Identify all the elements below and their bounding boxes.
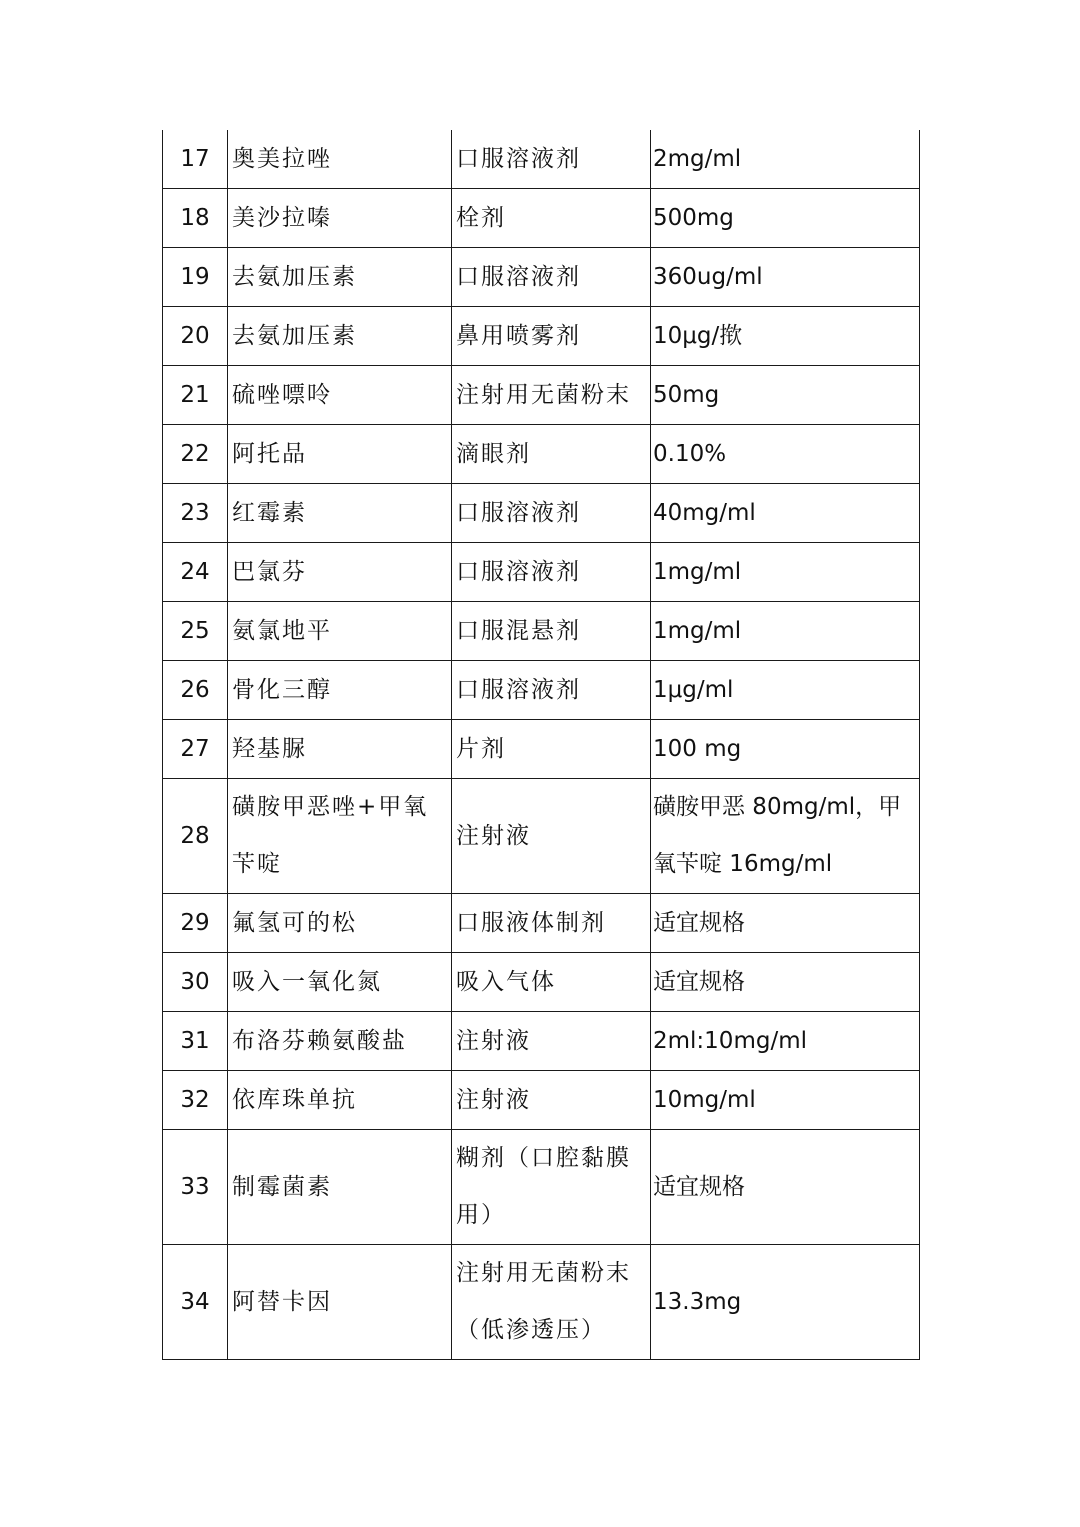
- specification: 500mg: [651, 189, 920, 248]
- table-row: [163, 1071, 920, 1130]
- drug-name: 去氨加压素: [228, 248, 452, 307]
- row-number: 18: [163, 189, 228, 248]
- row-number: 33: [163, 1130, 228, 1245]
- table-row: [163, 366, 920, 425]
- table-row: [163, 543, 920, 602]
- drug-name: 巴氯芬: [228, 543, 452, 602]
- specification: 适宜规格: [651, 1130, 920, 1245]
- drug-table: [162, 130, 920, 1360]
- specification: 10μg/揿: [651, 307, 920, 366]
- dosage-form: 口服溶液剂: [452, 484, 651, 543]
- table-row: [163, 484, 920, 543]
- drug-name: 氨氯地平: [228, 602, 452, 661]
- table-row: [163, 1130, 920, 1245]
- drug-name: 布洛芬赖氨酸盐: [228, 1012, 452, 1071]
- table-row: [163, 720, 920, 779]
- specification: 1mg/ml: [651, 543, 920, 602]
- dosage-form: 口服溶液剂: [452, 661, 651, 720]
- specification: 1mg/ml: [651, 602, 920, 661]
- table-row: [163, 425, 920, 484]
- table-row: [163, 602, 920, 661]
- drug-name: 阿托品: [228, 425, 452, 484]
- drug-name: 红霉素: [228, 484, 452, 543]
- row-number: 17: [163, 130, 228, 189]
- table-row: [163, 661, 920, 720]
- specification: 10mg/ml: [651, 1071, 920, 1130]
- table-row: [163, 1245, 920, 1360]
- dosage-form: 口服溶液剂: [452, 248, 651, 307]
- specification: 2mg/ml: [651, 130, 920, 189]
- row-number: 22: [163, 425, 228, 484]
- table-row: [163, 307, 920, 366]
- drug-name: 美沙拉嗪: [228, 189, 452, 248]
- dosage-form: 口服溶液剂: [452, 130, 651, 189]
- specification: 360ug/ml: [651, 248, 920, 307]
- dosage-form: 注射液: [452, 1012, 651, 1071]
- dosage-form: 鼻用喷雾剂: [452, 307, 651, 366]
- drug-name: 硫唑嘌呤: [228, 366, 452, 425]
- drug-name: 羟基脲: [228, 720, 452, 779]
- dosage-form: 片剂: [452, 720, 651, 779]
- row-number: 27: [163, 720, 228, 779]
- drug-name: 骨化三醇: [228, 661, 452, 720]
- row-number: 19: [163, 248, 228, 307]
- dosage-form: 注射用无菌粉末: [452, 366, 651, 425]
- drug-name: 制霉菌素: [228, 1130, 452, 1245]
- row-number: 24: [163, 543, 228, 602]
- row-number: 34: [163, 1245, 228, 1360]
- specification: 0.10%: [651, 425, 920, 484]
- specification: 磺胺甲恶 80mg/ml，甲氧苄啶 16mg/ml: [651, 779, 920, 894]
- row-number: 21: [163, 366, 228, 425]
- row-number: 29: [163, 894, 228, 953]
- specification: 50mg: [651, 366, 920, 425]
- row-number: 26: [163, 661, 228, 720]
- specification: 100 mg: [651, 720, 920, 779]
- table-row: [163, 189, 920, 248]
- row-number: 32: [163, 1071, 228, 1130]
- specification: 适宜规格: [651, 894, 920, 953]
- row-number: 28: [163, 779, 228, 894]
- dosage-form: 糊剂（口腔黏膜用）: [452, 1130, 651, 1245]
- specification: 适宜规格: [651, 953, 920, 1012]
- row-number: 30: [163, 953, 228, 1012]
- drug-name: 奥美拉唑: [228, 130, 452, 189]
- row-number: 20: [163, 307, 228, 366]
- dosage-form: 滴眼剂: [452, 425, 651, 484]
- dosage-form: 口服液体制剂: [452, 894, 651, 953]
- drug-name: 去氨加压素: [228, 307, 452, 366]
- row-number: 25: [163, 602, 228, 661]
- dosage-form: 口服混悬剂: [452, 602, 651, 661]
- specification: 13.3mg: [651, 1245, 920, 1360]
- table-row: [163, 953, 920, 1012]
- row-number: 23: [163, 484, 228, 543]
- row-number: 31: [163, 1012, 228, 1071]
- table-row: [163, 130, 920, 189]
- table-row: [163, 1012, 920, 1071]
- dosage-form: 注射液: [452, 1071, 651, 1130]
- dosage-form: 吸入气体: [452, 953, 651, 1012]
- drug-name: 吸入一氧化氮: [228, 953, 452, 1012]
- specification: 40mg/ml: [651, 484, 920, 543]
- drug-name: 依库珠单抗: [228, 1071, 452, 1130]
- drug-name: 阿替卡因: [228, 1245, 452, 1360]
- dosage-form: 栓剂: [452, 189, 651, 248]
- table-row: [163, 779, 920, 894]
- specification: 1μg/ml: [651, 661, 920, 720]
- dosage-form: 口服溶液剂: [452, 543, 651, 602]
- dosage-form: 注射用无菌粉末（低渗透压）: [452, 1245, 651, 1360]
- drug-name: 氟氢可的松: [228, 894, 452, 953]
- table-row: [163, 894, 920, 953]
- specification: 2ml:10mg/ml: [651, 1012, 920, 1071]
- dosage-form: 注射液: [452, 779, 651, 894]
- drug-name: 磺胺甲恶唑+甲氧苄啶: [228, 779, 452, 894]
- table-row: [163, 248, 920, 307]
